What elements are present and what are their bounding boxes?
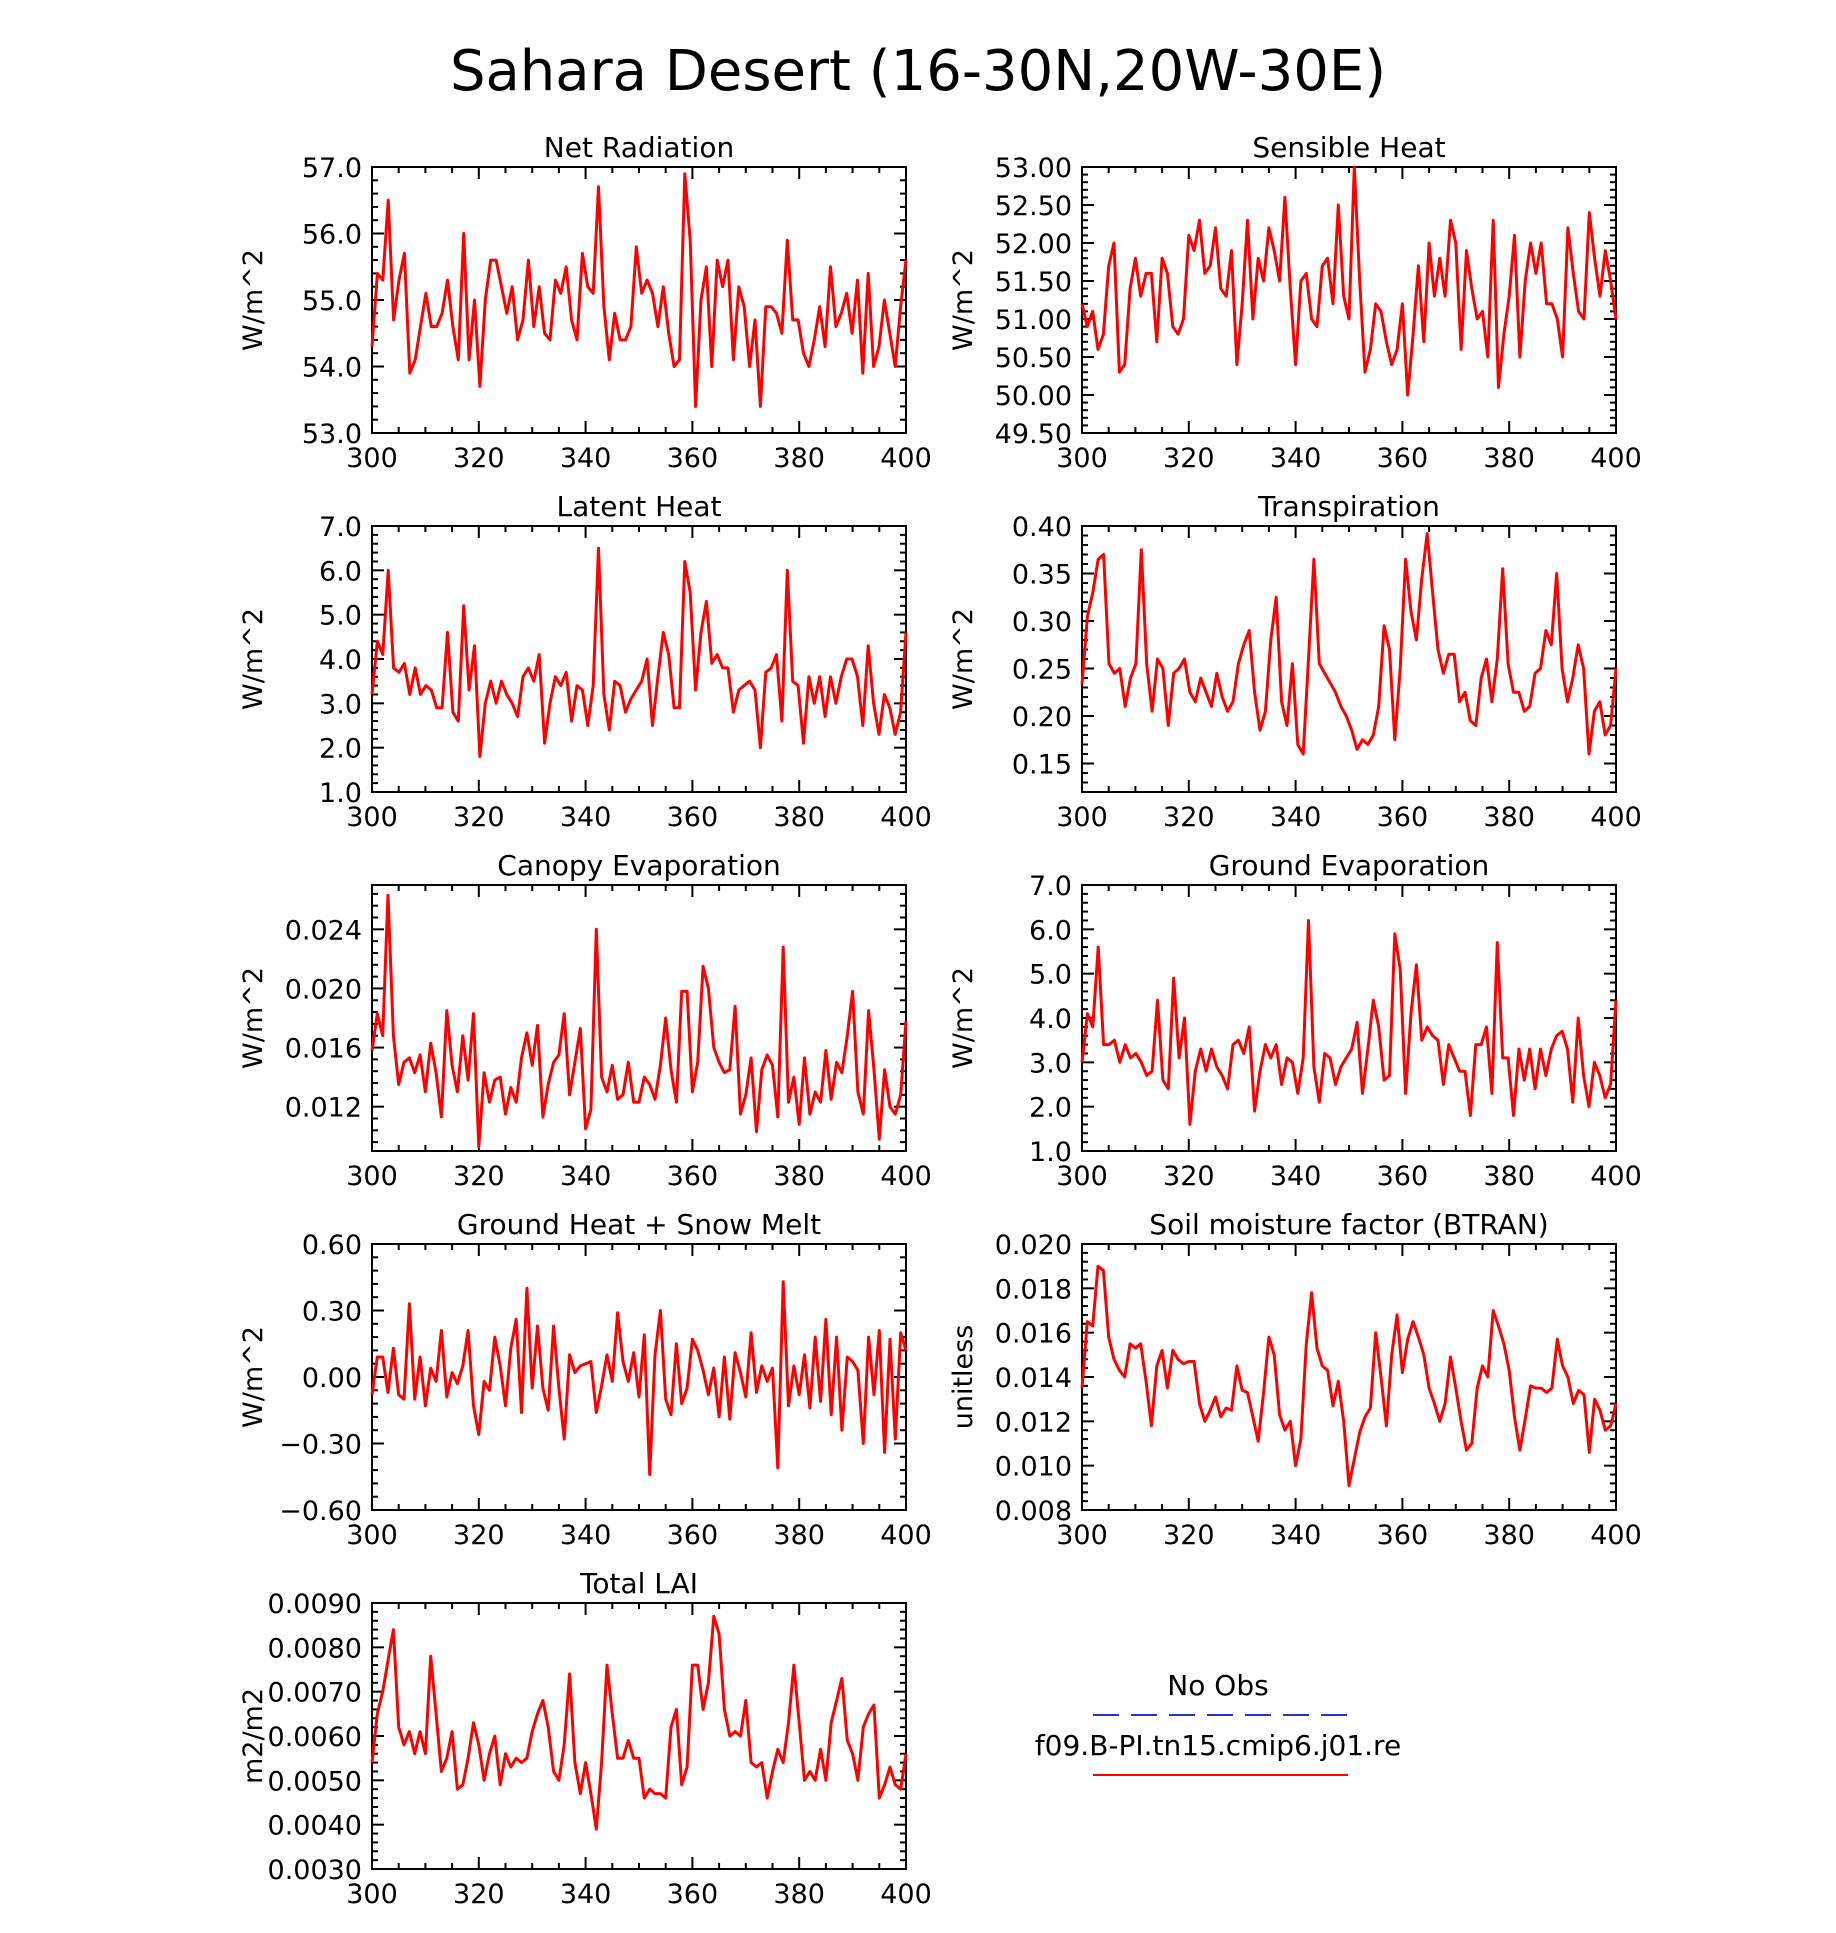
x-tick-label: 320 — [453, 1520, 505, 1551]
x-tick-label: 320 — [1163, 443, 1215, 474]
x-tick-label: 340 — [559, 1879, 612, 1910]
y-tick-label: 0.012 — [994, 1407, 1072, 1439]
x-tick-label: 320 — [453, 443, 505, 474]
y-tick-label: 0.008 — [994, 1496, 1072, 1527]
y-tick-label: 51.00 — [994, 305, 1072, 336]
x-tick-label: 380 — [773, 802, 825, 833]
x-tick-label: 380 — [773, 1520, 825, 1551]
y-tick-label: 0.0080 — [267, 1633, 362, 1665]
x-tick-label: 360 — [1376, 802, 1429, 833]
series-line — [1082, 921, 1616, 1125]
y-tick-label: 0.30 — [301, 1296, 362, 1328]
x-tick-label: 340 — [1269, 1520, 1322, 1551]
panel-3 — [238, 490, 932, 833]
x-tick-label: 380 — [1483, 802, 1535, 833]
y-axis-label: W/m^2 — [238, 608, 269, 710]
y-tick-label: 0.40 — [1011, 512, 1072, 543]
y-tick-label: 4.0 — [1029, 1004, 1072, 1035]
x-tick-label: 360 — [1376, 1161, 1429, 1192]
figure-title: Sahara Desert (16-30N,20W-30E) — [449, 39, 1387, 104]
series-line — [372, 895, 906, 1146]
x-tick-label: 320 — [453, 1879, 505, 1910]
series-line — [1082, 167, 1616, 395]
y-axis-label: W/m^2 — [238, 249, 269, 351]
x-tick-label: 380 — [773, 1879, 825, 1910]
x-tick-label: 340 — [559, 802, 612, 833]
legend-model-label: f09.B-PI.tn15.cmip6.j01.re — [1034, 1729, 1402, 1762]
series-line — [372, 1616, 906, 1829]
plot-frame — [1082, 526, 1616, 792]
x-tick-label: 320 — [1163, 1520, 1215, 1551]
x-tick-label: 400 — [1590, 443, 1642, 474]
y-tick-label: 0.25 — [1011, 654, 1072, 686]
y-tick-label: 56.0 — [301, 219, 362, 251]
plot-frame — [1082, 885, 1616, 1151]
y-tick-label: 0.016 — [994, 1318, 1072, 1350]
y-tick-label: 53.00 — [994, 153, 1072, 184]
y-tick-label: 7.0 — [1029, 871, 1072, 902]
plot-frame — [372, 167, 906, 433]
plot-frame — [372, 885, 906, 1151]
x-tick-label: 400 — [880, 443, 932, 474]
y-tick-label: 50.50 — [994, 343, 1072, 374]
series-line — [372, 1282, 906, 1475]
x-tick-label: 360 — [1376, 443, 1429, 474]
y-tick-label: 7.0 — [319, 512, 362, 543]
panel-1 — [238, 131, 932, 474]
series-line — [372, 548, 906, 756]
panel-6 — [948, 849, 1642, 1192]
y-tick-label: −0.30 — [279, 1429, 362, 1461]
x-tick-label: 380 — [1483, 1520, 1535, 1551]
y-axis-label: unitless — [948, 1324, 979, 1430]
y-tick-label: 0.016 — [284, 1033, 362, 1065]
y-tick-label: 2.0 — [1029, 1092, 1072, 1124]
y-tick-label: 0.012 — [284, 1092, 362, 1124]
x-tick-label: 360 — [666, 443, 719, 474]
x-tick-label: 300 — [346, 1520, 398, 1551]
panel-title: Latent Heat — [556, 490, 722, 523]
panel-4 — [948, 490, 1642, 833]
panel-7 — [238, 1208, 932, 1551]
plot-frame — [372, 526, 906, 792]
panel-9 — [238, 1567, 932, 1910]
x-tick-label: 300 — [1056, 1161, 1108, 1192]
panel-title: Canopy Evaporation — [497, 849, 781, 882]
y-axis-label: W/m^2 — [948, 249, 979, 351]
x-tick-label: 400 — [880, 802, 932, 833]
y-tick-label: 6.0 — [319, 556, 362, 588]
y-axis-label: m2/m2 — [238, 1687, 269, 1785]
x-tick-label: 360 — [666, 1879, 719, 1910]
x-tick-label: 380 — [773, 1161, 825, 1192]
y-axis-label: W/m^2 — [948, 967, 979, 1069]
y-tick-label: 0.010 — [994, 1451, 1072, 1483]
y-tick-label: 1.0 — [1029, 1137, 1072, 1168]
panel-5 — [238, 849, 932, 1192]
y-tick-label: 0.024 — [284, 915, 362, 947]
x-tick-label: 300 — [346, 802, 398, 833]
y-tick-label: 54.0 — [301, 352, 362, 384]
y-tick-label: 53.0 — [301, 419, 362, 450]
x-tick-label: 400 — [880, 1161, 932, 1192]
panel-title: Net Radiation — [543, 131, 735, 164]
x-tick-label: 300 — [1056, 802, 1108, 833]
y-tick-label: 0.20 — [1011, 702, 1072, 733]
x-tick-label: 300 — [346, 1161, 398, 1192]
y-tick-label: 0.35 — [1011, 559, 1072, 591]
y-tick-label: 3.0 — [319, 689, 362, 721]
y-tick-label: 0.0090 — [267, 1589, 362, 1620]
x-tick-label: 300 — [346, 443, 398, 474]
y-axis-label: W/m^2 — [238, 967, 269, 1069]
y-tick-label: 52.00 — [994, 229, 1072, 260]
y-tick-label: 0.0070 — [267, 1677, 362, 1709]
x-tick-label: 400 — [1590, 1520, 1642, 1551]
series-line — [1082, 1266, 1616, 1485]
x-tick-label: 400 — [1590, 1161, 1642, 1192]
y-tick-label: 0.020 — [994, 1230, 1072, 1261]
y-tick-label: 52.50 — [994, 191, 1072, 222]
y-tick-label: 2.0 — [319, 733, 362, 765]
x-tick-label: 380 — [1483, 443, 1535, 474]
x-tick-label: 360 — [666, 802, 719, 833]
y-tick-label: 0.0050 — [267, 1766, 362, 1798]
legend — [1035, 1669, 1401, 1775]
x-tick-label: 320 — [1163, 1161, 1215, 1192]
y-tick-label: 4.0 — [319, 645, 362, 676]
y-tick-label: 55.0 — [301, 286, 362, 317]
y-tick-label: 57.0 — [301, 153, 362, 184]
x-tick-label: 340 — [1269, 443, 1322, 474]
x-tick-label: 340 — [1269, 1161, 1322, 1192]
y-tick-label: 3.0 — [1029, 1048, 1072, 1080]
x-tick-label: 340 — [1269, 802, 1322, 833]
y-tick-label: 49.50 — [994, 419, 1072, 450]
y-tick-label: −0.60 — [279, 1496, 362, 1527]
y-axis-label: W/m^2 — [948, 608, 979, 710]
y-tick-label: 6.0 — [1029, 915, 1072, 947]
panel-8 — [948, 1208, 1642, 1551]
x-tick-label: 340 — [559, 1520, 612, 1551]
panel-title: Ground Heat + Snow Melt — [456, 1208, 822, 1241]
x-tick-label: 300 — [346, 1879, 398, 1910]
y-tick-label: 0.0040 — [267, 1810, 362, 1842]
x-tick-label: 360 — [1376, 1520, 1429, 1551]
x-tick-label: 340 — [559, 1161, 612, 1192]
panel-title: Sensible Heat — [1252, 131, 1446, 164]
x-tick-label: 300 — [1056, 443, 1108, 474]
y-tick-label: 5.0 — [319, 600, 362, 632]
y-tick-label: 50.00 — [994, 381, 1072, 412]
series-line — [1082, 534, 1616, 754]
x-tick-label: 400 — [1590, 802, 1642, 833]
x-tick-label: 300 — [1056, 1520, 1108, 1551]
x-tick-label: 400 — [880, 1520, 932, 1551]
y-tick-label: 51.50 — [994, 267, 1072, 298]
x-tick-label: 320 — [453, 802, 505, 833]
x-tick-label: 340 — [559, 443, 612, 474]
y-tick-label: 0.018 — [994, 1274, 1072, 1306]
x-tick-label: 320 — [1163, 802, 1215, 833]
x-tick-label: 360 — [666, 1161, 719, 1192]
x-tick-label: 320 — [453, 1161, 505, 1192]
panel-2 — [948, 131, 1642, 474]
y-axis-label: W/m^2 — [238, 1326, 269, 1428]
x-tick-label: 360 — [666, 1520, 719, 1551]
x-tick-label: 380 — [773, 443, 825, 474]
y-tick-label: 0.0030 — [267, 1855, 362, 1886]
y-tick-label: 0.60 — [301, 1230, 362, 1261]
x-tick-label: 380 — [1483, 1161, 1535, 1192]
y-tick-label: 0.020 — [284, 974, 362, 1006]
series-line — [372, 174, 906, 407]
panel-title: Soil moisture factor (BTRAN) — [1149, 1208, 1549, 1241]
y-tick-label: 0.15 — [1011, 749, 1072, 781]
y-tick-label: 0.30 — [1011, 607, 1072, 638]
y-tick-label: 0.014 — [994, 1363, 1072, 1394]
y-tick-label: 1.0 — [319, 778, 362, 809]
y-tick-label: 0.00 — [301, 1363, 362, 1394]
y-tick-label: 5.0 — [1029, 959, 1072, 991]
legend-obs-label: No Obs — [1167, 1669, 1269, 1702]
panel-title: Transpiration — [1258, 490, 1440, 523]
panel-title: Ground Evaporation — [1208, 849, 1490, 882]
x-tick-label: 400 — [880, 1879, 932, 1910]
panel-title: Total LAI — [580, 1567, 698, 1600]
y-tick-label: 0.0060 — [267, 1722, 362, 1753]
